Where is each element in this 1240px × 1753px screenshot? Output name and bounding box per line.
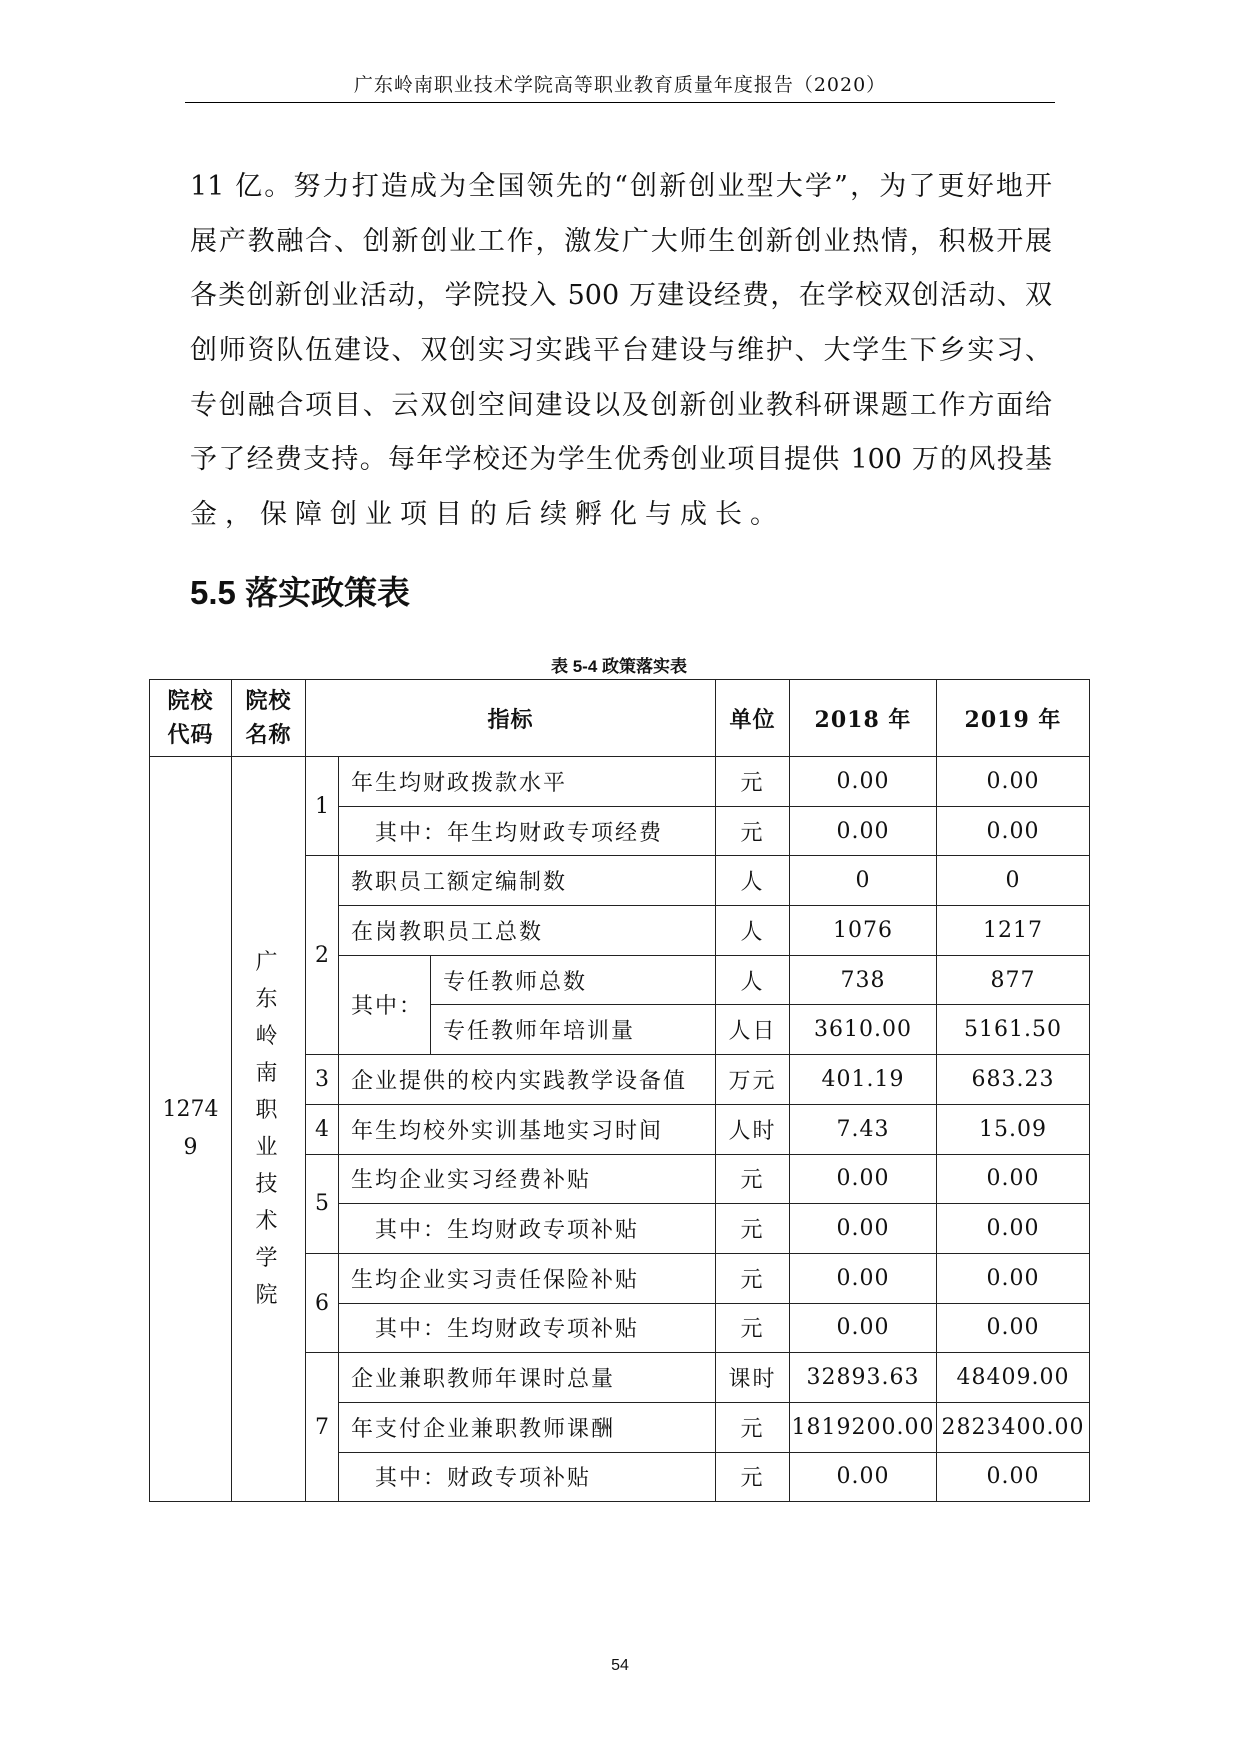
item-number: 7 bbox=[306, 1353, 339, 1502]
unit: 元 bbox=[716, 757, 790, 807]
indicator: 企业兼职教师年课时总量 bbox=[339, 1353, 716, 1403]
value-2019: 0.00 bbox=[937, 1204, 1090, 1254]
unit: 人 bbox=[716, 906, 790, 956]
item-number: 5 bbox=[306, 1154, 339, 1253]
indicator: 其中：年生均财政专项经费 bbox=[339, 806, 716, 856]
body-paragraph bbox=[190, 160, 1052, 543]
header-name: 院校名称 bbox=[232, 680, 306, 757]
value-2018: 32893.63 bbox=[790, 1353, 937, 1403]
value-2018: 0.00 bbox=[790, 1204, 937, 1254]
indicator: 生均企业实习经费补贴 bbox=[339, 1154, 716, 1204]
paragraph-line: 创师资队伍建设、双创实习实践平台建设与维护、大学生下乡实习、 bbox=[190, 335, 1052, 367]
paragraph-line: 金，保障创业项目的后续孵化与成长。 bbox=[190, 499, 785, 531]
item-number: 4 bbox=[306, 1104, 339, 1154]
header-code: 院校代码 bbox=[150, 680, 232, 757]
value-2018: 1076 bbox=[790, 906, 937, 956]
header-2019: 2019 年 bbox=[937, 680, 1090, 757]
value-2019: 15.09 bbox=[937, 1104, 1090, 1154]
unit: 元 bbox=[716, 1253, 790, 1303]
page-number: 54 bbox=[611, 1657, 629, 1674]
value-2018: 7.43 bbox=[790, 1104, 937, 1154]
indicator: 其中：生均财政专项补贴 bbox=[339, 1204, 716, 1254]
item-number: 1 bbox=[306, 757, 339, 856]
value-2018: 1819200.00 bbox=[790, 1402, 937, 1452]
school-name-text: 广东岭南职业技术学院 bbox=[255, 950, 282, 1309]
value-2018: 0.00 bbox=[790, 1154, 937, 1204]
section-heading: 5.5 落实政策表 bbox=[190, 574, 411, 611]
value-2018: 738 bbox=[790, 955, 937, 1005]
paragraph-line: 专创融合项目、云双创空间建设以及创新创业教科研课题工作方面给 bbox=[190, 389, 1052, 421]
value-2019: 1217 bbox=[937, 906, 1090, 956]
indicator: 专任教师总数 bbox=[431, 955, 716, 1005]
sub-label: 其中： bbox=[339, 955, 431, 1054]
unit: 元 bbox=[716, 1154, 790, 1204]
indicator: 生均企业实习责任保险补贴 bbox=[339, 1253, 716, 1303]
item-number: 6 bbox=[306, 1253, 339, 1352]
unit: 元 bbox=[716, 1452, 790, 1502]
indicator: 年生均校外实训基地实习时间 bbox=[339, 1104, 716, 1154]
value-2018: 0.00 bbox=[790, 757, 937, 807]
header-rule bbox=[185, 102, 1055, 103]
unit: 万元 bbox=[716, 1055, 790, 1105]
table-row bbox=[150, 757, 1090, 807]
policy-table bbox=[149, 679, 1090, 1502]
indicator: 专任教师年培训量 bbox=[431, 1005, 716, 1055]
running-header: 广东岭南职业技术学院高等职业教育质量年度报告（2020） bbox=[353, 74, 887, 96]
value-2019: 0.00 bbox=[937, 1154, 1090, 1204]
school-name bbox=[232, 757, 306, 1502]
value-2019: 0.00 bbox=[937, 1253, 1090, 1303]
value-2018: 0.00 bbox=[790, 1303, 937, 1353]
indicator: 其中：财政专项补贴 bbox=[339, 1452, 716, 1502]
value-2019: 0 bbox=[937, 856, 1090, 906]
value-2018: 401.19 bbox=[790, 1055, 937, 1105]
indicator: 企业提供的校内实践教学设备值 bbox=[339, 1055, 716, 1105]
school-code bbox=[150, 757, 232, 1502]
indicator: 年生均财政拨款水平 bbox=[339, 757, 716, 807]
value-2019: 0.00 bbox=[937, 1452, 1090, 1502]
value-2019: 0.00 bbox=[937, 1303, 1090, 1353]
value-2018: 0 bbox=[790, 856, 937, 906]
unit: 元 bbox=[716, 1303, 790, 1353]
paragraph-line: 予了经费支持。每年学校还为学生优秀创业项目提供 100 万的风投基 bbox=[190, 444, 1052, 476]
value-2018: 0.00 bbox=[790, 1452, 937, 1502]
unit: 元 bbox=[716, 1204, 790, 1254]
paragraph-line: 11 亿。努力打造成为全国领先的“创新创业型大学”，为了更好地开 bbox=[190, 171, 1052, 202]
indicator: 其中：生均财政专项补贴 bbox=[339, 1303, 716, 1353]
header-indicator: 指标 bbox=[306, 680, 716, 757]
paragraph-line: 展产教融合、创新创业工作，激发广大师生创新创业热情，积极开展 bbox=[190, 225, 1052, 257]
school-code-text: 12749 bbox=[162, 1097, 219, 1161]
unit: 人 bbox=[716, 955, 790, 1005]
header-unit: 单位 bbox=[716, 680, 790, 757]
value-2019: 2823400.00 bbox=[937, 1402, 1090, 1452]
table-header-row bbox=[150, 680, 1090, 757]
indicator: 在岗教职员工总数 bbox=[339, 906, 716, 956]
indicator: 年支付企业兼职教师课酬 bbox=[339, 1402, 716, 1452]
value-2019: 48409.00 bbox=[937, 1353, 1090, 1403]
value-2019: 877 bbox=[937, 955, 1090, 1005]
unit: 人日 bbox=[716, 1005, 790, 1055]
value-2019: 5161.50 bbox=[937, 1005, 1090, 1055]
item-number: 2 bbox=[306, 856, 339, 1055]
value-2019: 683.23 bbox=[937, 1055, 1090, 1105]
unit: 元 bbox=[716, 1402, 790, 1452]
indicator: 教职员工额定编制数 bbox=[339, 856, 716, 906]
item-number: 3 bbox=[306, 1055, 339, 1105]
unit: 人 bbox=[716, 856, 790, 906]
paragraph-line: 各类创新创业活动，学院投入 500 万建设经费，在学校双创活动、双 bbox=[190, 280, 1052, 312]
value-2018: 3610.00 bbox=[790, 1005, 937, 1055]
value-2018: 0.00 bbox=[790, 806, 937, 856]
value-2019: 0.00 bbox=[937, 757, 1090, 807]
unit: 元 bbox=[716, 806, 790, 856]
table-caption: 表 5-4 政策落实表 bbox=[550, 657, 688, 676]
value-2019: 0.00 bbox=[937, 806, 1090, 856]
value-2018: 0.00 bbox=[790, 1253, 937, 1303]
unit: 课时 bbox=[716, 1353, 790, 1403]
unit: 人时 bbox=[716, 1104, 790, 1154]
header-2018: 2018 年 bbox=[790, 680, 937, 757]
